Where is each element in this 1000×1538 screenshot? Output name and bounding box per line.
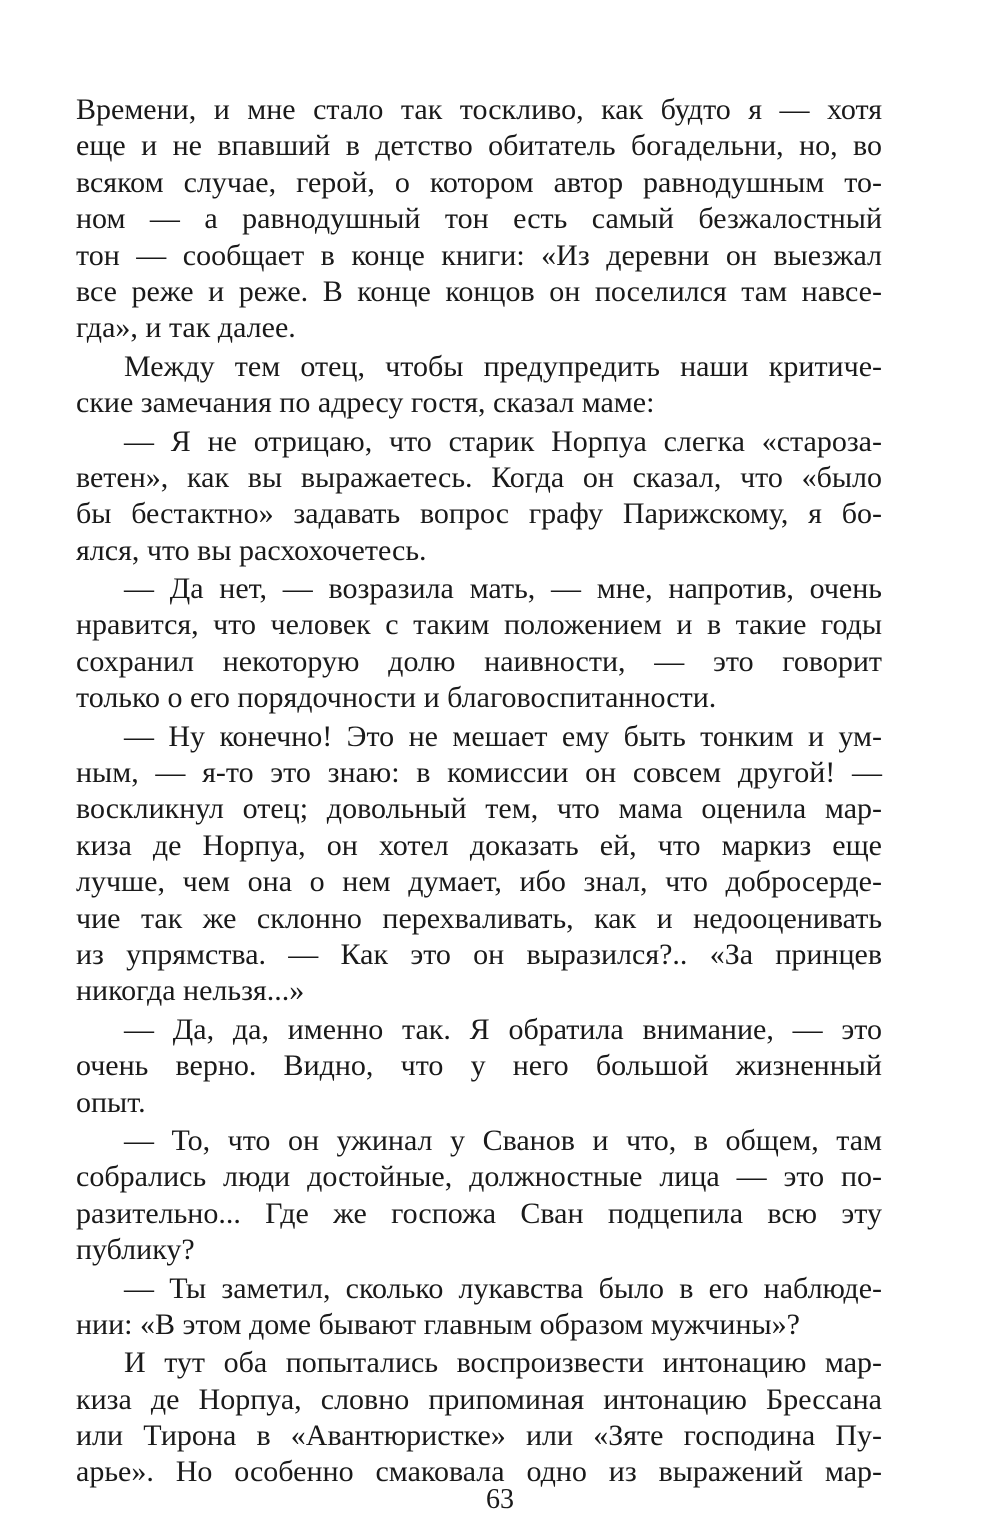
text-line: или Тирона в «Авантюристке» или «Зяте господина Пу- — [76, 1419, 882, 1453]
text-line: — То, что он ужинал у Сванов и что, в общем, там — [124, 1123, 882, 1157]
text-line: из упрямства. — Как это он выразился?.. «За принцев — [76, 937, 882, 971]
text-line: тон — сообщает в конце книги: «Из деревни он выезжал — [76, 238, 882, 272]
text-line: нии: «В этом доме бывают главным образом мужчины»? — [76, 1307, 800, 1341]
page-number: 63 — [486, 1484, 514, 1515]
text-line: очень верно. Видно, что у него большой жизненный — [76, 1049, 882, 1083]
text-line: ялся, что вы расхохочетесь. — [76, 533, 427, 567]
text-line: Между тем отец, чтобы предупредить наши критиче- — [124, 349, 882, 383]
text-line: ном — а равнодушный тон есть самый безжалостный — [76, 202, 882, 236]
text-line: еще и не впавший в детство обитатель богадельни, но, во — [76, 129, 882, 163]
text-line: сохранил некоторую долю наивности, — это говорит — [76, 644, 882, 678]
text-line: — Да, да, именно так. Я обратила внимание, — это — [124, 1012, 882, 1046]
text-line: нравится, что человек с таким положением и в такие годы — [76, 608, 882, 642]
text-line: публику? — [76, 1233, 195, 1267]
text-line: ские замечания по адресу гостя, сказал маме: — [76, 386, 655, 420]
text-line: — Ну конечно! Это не мешает ему быть тонким и ум- — [124, 719, 882, 753]
text-line: гда», и так далее. — [76, 311, 296, 345]
text-line: чие так же склонно перехваливать, как и недооценивать — [76, 901, 882, 935]
text-line: киза де Норпуа, словно припоминая интонацию Брессана — [76, 1382, 882, 1416]
text-line: только о его порядочности и благовоспитанности. — [76, 681, 717, 715]
text-line: опыт. — [76, 1085, 146, 1119]
text-line: разительно... Где же госпожа Сван подцепила всю эту — [76, 1196, 882, 1230]
text-line: киза де Норпуа, он хотел доказать ей, что маркиз еще — [76, 828, 882, 862]
text-line: воскликнул отец; довольный тем, что мама оценила мар- — [76, 792, 882, 826]
text-line: И тут оба попытались воспроизвести интонацию мар- — [124, 1346, 882, 1380]
book-page-text — [76, 92, 882, 1491]
text-line: — Да нет, — возразила мать, — мне, напротив, очень — [124, 572, 882, 606]
text-line: всяком случае, герой, о котором автор равнодушным то- — [76, 165, 882, 199]
text-line: бы бестактно» задавать вопрос графу Парижскому, я бо- — [76, 497, 882, 531]
text-line: собрались люди достойные, должностные лица — это по- — [76, 1160, 882, 1194]
text-line: ветен», как вы выражаетесь. Когда он сказал, что «было — [76, 460, 882, 494]
text-line: лучше, чем она о нем думает, ибо знал, что добросерде- — [76, 865, 882, 899]
text-line: — Ты заметил, сколько лукавства было в его наблюде- — [124, 1271, 882, 1305]
text-line: никогда нельзя...» — [76, 974, 305, 1008]
text-line: Времени, и мне стало так тоскливо, как будто я — хотя — [76, 93, 882, 126]
text-line: — Я не отрицаю, что старик Норпуа слегка «староза- — [124, 424, 882, 458]
text-line: ным, — я-то это знаю: в комиссии он совсем другой! — — [76, 756, 882, 790]
text-line: все реже и реже. В конце концов он поселился там навсе- — [76, 274, 882, 308]
text-line: арье». Но особенно смаковала одно из выражений мар- — [76, 1455, 882, 1489]
